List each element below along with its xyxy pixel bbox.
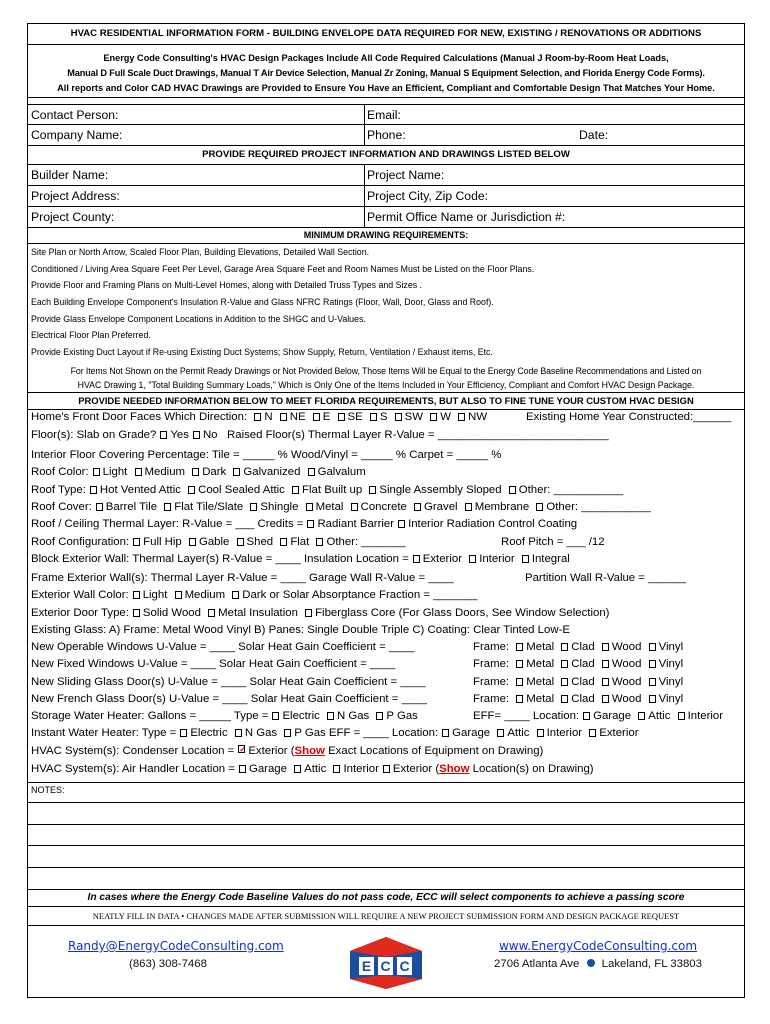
contact-person-label: Contact Person: [31,107,119,122]
instant-eff-label: EFF = ____ Location: [328,727,439,739]
checkbox[interactable] [678,712,685,720]
florida-section-title: PROVIDE NEEDED INFORMATION BELOW TO MEET FLORIDA REQUIREMENTS, BUT ALSO TO FINE TUNE YOUR CUSTOM HVAC DESIGN [78,395,694,406]
checkbox[interactable] [561,660,568,668]
checkbox[interactable] [188,486,195,494]
florida-fields [28,410,744,782]
roof-type-option[interactable]: Flat Built up [302,484,363,496]
ecc-logo [346,935,426,991]
insulation-location-option[interactable]: Exterior [422,553,463,565]
company-name-field[interactable] [28,125,366,145]
florida-line-right [473,641,683,653]
notes-label: NOTES: [31,785,65,795]
direction-option[interactable]: NW [468,411,488,423]
instant-location-option[interactable]: Garage [452,727,491,739]
checkbox[interactable] [497,729,504,737]
florida-line [31,710,741,722]
show-emphasis: Show [294,745,325,757]
checkbox[interactable] [133,538,140,546]
roof-cover-option[interactable]: Concrete [360,501,407,513]
checkbox[interactable] [272,712,279,720]
checkbox[interactable] [208,609,215,617]
roof-type-option[interactable]: Hot Vented Attic [99,484,181,496]
air-handler-option[interactable]: Attic [304,763,327,775]
florida-line-right [473,676,683,688]
insulation-location-option[interactable]: Interior [479,553,515,565]
wall-color-label: Exterior Wall Color: [31,589,129,601]
checkbox[interactable] [307,520,314,528]
roof-type-option[interactable]: Cool Sealed Attic [198,484,285,496]
show-emphasis: Show [439,763,470,775]
instant-type-option[interactable]: P Gas [294,727,326,739]
roof-cover-option[interactable]: Barrel Tile [105,501,158,513]
checkbox[interactable] [458,413,465,421]
florida-line-right [473,658,683,670]
checkbox[interactable] [280,538,287,546]
frame-option[interactable]: Metal [526,658,555,670]
permit-office-label: Permit Office Name or Jurisdiction #: [367,210,566,224]
project-city-zip-label: Project City, Zip Code: [367,189,489,203]
checkbox[interactable] [351,503,358,511]
form-title: HVAC RESIDENTIAL INFORMATION FORM - BUILDING ENVELOPE DATA REQUIRED FOR NEW, EXISTING / RENOVATIONS OR ADDITIONS [70,28,702,39]
frame-label: Frame: [473,676,510,688]
checkbox[interactable] [284,729,291,737]
checkbox[interactable] [370,413,377,421]
roof-color-option[interactable]: Galvanized [243,466,301,478]
frame-option[interactable]: Wood [611,658,642,670]
roof-cover-option[interactable]: Other: ___________ [546,501,651,513]
slab-label: Floor(s): Slab on Grade? [31,429,157,441]
florida-line [31,429,741,441]
french-door-label: New French Glass Door(s) U-Value = ____ Solar Heat Gain Coefficient = ____ [31,693,427,705]
roof-cover-option[interactable]: Shingle [260,501,299,513]
raised-floor-label: Raised Floor(s) Thermal Layer R-Value = ___________________________ [227,429,609,441]
roof-color-label: Roof Color: [31,466,89,478]
contact-email-link[interactable]: Randy@EnergyCodeConsulting.com [68,939,284,953]
direction-option[interactable]: W [440,411,451,423]
project-address-field[interactable] [28,186,366,206]
florida-line-right [526,411,731,423]
instant-location-option[interactable]: Attic [507,727,530,739]
builder-name-label: Builder Name: [31,168,109,182]
intro-line-3: All reports and Color CAD HVAC Drawings are Provided to Ensure You Have an Efficient, Compliant and Comfortable Design That Matches Your Home. [57,83,715,93]
air-handler-note: Location(s) on Drawing) [469,763,594,775]
address-street: 2706 Atlanta Ave [494,958,580,970]
drawing-requirement-item: Provide Glass Envelope Component Locations in Addition to the SHGC and U-Values. [31,313,366,324]
florida-line [31,589,741,601]
checkbox[interactable] [649,643,656,651]
project-row-1 [28,165,744,186]
checkbox[interactable] [235,729,242,737]
air-handler-exterior: Exterior ( [392,763,440,775]
intro-block [28,45,744,98]
door-type-option[interactable]: Fiberglass Core (For Glass Doors, See Window Selection) [315,607,610,619]
checkbox[interactable] [193,431,200,439]
florida-section-title-row [28,393,744,410]
website-link[interactable]: www.EnergyCodeConsulting.com [498,939,698,953]
hvac-form [27,23,745,998]
drawing-requirement-item: Conditioned / Living Area Square Feet Per Level, Garage Area Square Feet and Room Names Must be Listed on the Floor Plans. [31,263,535,274]
condenser-exterior: Exterior ( [248,745,295,757]
roof-cover-option[interactable]: Membrane [474,501,530,513]
heater-location-option[interactable]: Interior [687,710,724,722]
checkbox[interactable] [583,712,590,720]
air-handler-label: HVAC System(s): Air Handler Location = [31,763,235,775]
florida-line [31,536,741,548]
roof-color-option[interactable]: Light [102,466,128,478]
roof-config-option[interactable]: Shed [246,536,274,548]
instant-heater-label: Instant Water Heater: Type = [31,727,177,739]
radiant-barrier-option: Radiant Barrier [317,518,395,530]
checkbox[interactable] [233,468,240,476]
checkbox[interactable] [135,468,142,476]
checkbox[interactable] [308,468,315,476]
bullet-icon [587,959,595,967]
checkbox[interactable] [465,503,472,511]
project-name-label: Project Name: [367,168,445,182]
condenser-note: Exact Locations of Equipment on Drawing) [324,745,544,757]
florida-line [31,727,741,739]
checkbox[interactable] [602,660,609,668]
checkbox[interactable] [469,555,476,563]
frame-option[interactable]: Wood [611,676,642,688]
phone-field[interactable] [364,125,574,145]
storage-eff-label: EFF= ____ Location: [473,710,580,722]
irc-coating-option: Interior Radiation Control Coating [408,518,578,530]
ecc-logo-icon [346,935,426,991]
florida-line [31,449,741,461]
checkbox[interactable] [93,468,100,476]
company-name-label: Company Name: [31,128,123,142]
baseline-note-line-2: HVAC Drawing 1, "Total Building Summary Loads," Which is Only One of the Items Included in Your Efficiency, Compliant and Comfort HVAC Design Package. [77,380,695,390]
direction-option[interactable]: SW [404,411,424,423]
instant-location-option[interactable]: Interior [546,727,583,739]
baseline-note-line-1: For Items Not Shown on the Permit Ready Drawings or Not Provided Below, Those Items Will be Equal to the Energy Code Baseline Recommendations and Listed on [70,366,702,376]
roof-cover-option[interactable]: Gravel [424,501,458,513]
checkbox[interactable] [561,643,568,651]
direction-option[interactable]: N [264,411,273,423]
florida-line [31,745,741,757]
checkbox[interactable] [649,660,656,668]
sliding-door-label: New Sliding Glass Door(s) U-Value = ____ Solar Heat Gain Coefficient = ____ [31,676,426,688]
checkbox[interactable] [602,678,609,686]
florida-line-right [473,693,683,705]
air-handler-option[interactable]: Garage [248,763,287,775]
florida-line [31,518,741,530]
instant-type-option[interactable]: N Gas [244,727,278,739]
door-type-label: Exterior Door Type: [31,607,129,619]
direction-option[interactable]: S [379,411,388,423]
fixed-windows-label: New Fixed Windows U-Value = ____ Solar Heat Gain Coefficient = ____ [31,658,396,670]
checkbox[interactable] [192,468,199,476]
checkbox[interactable] [333,765,340,773]
checkbox[interactable] [589,729,596,737]
checkbox[interactable] [638,712,645,720]
roof-cover-option[interactable]: Flat Tile/Slate [174,501,244,513]
intro-line-1: Energy Code Consulting's HVAC Design Packages Include All Code Required Calculations (Manual J Room-by-Room Heat Loads, [103,53,669,63]
checkbox[interactable] [316,538,323,546]
project-address-label: Project Address: [31,189,120,203]
checkbox[interactable] [160,431,167,439]
checkbox[interactable] [561,695,568,703]
date-label: Date: [579,128,609,142]
checkbox[interactable] [250,503,257,511]
intro-line-2: Manual D Full Scale Duct Drawings, Manual T Air Device Selection, Manual Zr Zoning, Manual S Equipment Selection, and Florida Energy Code Forms). [67,68,705,78]
frame-label: Frame: [473,658,510,670]
frame-label: Frame: [473,641,510,653]
roof-color-option[interactable]: Medium [144,466,186,478]
florida-line [31,658,741,670]
checkbox[interactable] [395,413,402,421]
frame-option[interactable]: Clad [571,658,595,670]
checkbox[interactable] [232,591,239,599]
frame-option[interactable]: Clad [571,676,595,688]
project-city-zip-field[interactable] [364,186,744,206]
checkbox[interactable] [649,695,656,703]
no-option: No [202,429,218,441]
operable-windows-label: New Operable Windows U-Value = ____ Solar Heat Gain Coefficient = ____ [31,641,415,653]
drawing-requirement-item: Provide Floor and Framing Plans on Multi-Level Homes, along with Detailed Truss Types and Sizes . [31,280,422,291]
florida-line [31,572,741,584]
frame-option[interactable]: Metal [526,676,555,688]
roof-color-option[interactable]: Dark [202,466,227,478]
frame-option[interactable]: Vinyl [658,676,684,688]
checkbox[interactable] [516,678,523,686]
checkbox[interactable] [398,520,405,528]
florida-line [31,501,741,513]
condenser-label: HVAC System(s): Condenser Location = [31,745,235,757]
checkbox[interactable] [90,486,97,494]
direction-option[interactable]: E [322,411,331,423]
checkbox[interactable] [96,503,103,511]
checkbox[interactable] [294,765,301,773]
project-row-2 [28,186,744,207]
frame-option[interactable]: Wood [611,641,642,653]
florida-line [31,484,741,496]
checkbox[interactable] [649,678,656,686]
footer-contact [28,927,744,997]
checkbox[interactable] [237,538,244,546]
roof-config-option[interactable]: Full Hip [143,536,182,548]
roof-color-option[interactable]: Galvalum [317,466,366,478]
permit-office-field[interactable] [364,207,744,227]
roof-config-option[interactable]: Other: _______ [326,536,406,548]
roof-cover-label: Roof Cover: [31,501,92,513]
florida-line-right [501,536,605,548]
checkbox[interactable] [164,503,171,511]
email-label: Email: [367,107,401,122]
checkbox[interactable] [239,765,246,773]
florida-line-right [525,572,686,584]
roof-type-option[interactable]: Other: ___________ [518,484,624,496]
checkbox[interactable] [133,591,140,599]
front-door-label: Home's Front Door Faces Which Direction: [31,411,248,423]
florida-line-right [473,710,723,722]
florida-line [31,641,741,653]
drawing-req-title-row [28,228,744,244]
roof-pitch-label: Roof Pitch = ___ /12 [501,536,605,548]
contact-row-2 [28,125,744,146]
checkbox[interactable] [327,712,334,720]
existing-glass-line: Existing Glass: A) Frame: Metal Wood Vinyl B) Panes: Single Double Triple C) Coating: Clear Tinted Low-E [31,624,570,636]
baseline-note [28,361,744,393]
roof-type-label: Roof Type: [31,484,86,496]
baseline-statement-row [28,889,744,907]
heater-type-option[interactable]: N Gas [336,710,370,722]
heater-location-option[interactable]: Garage [593,710,632,722]
project-name-field[interactable] [364,165,744,185]
florida-line [31,763,741,775]
project-row-3 [28,207,744,228]
form-title-row [28,24,744,45]
frame-option[interactable]: Metal [526,641,555,653]
svg-text:E: E [361,958,372,974]
footer-left [68,939,284,970]
florida-line [31,693,741,705]
checkbox[interactable] [536,503,543,511]
door-type-option[interactable]: Solid Wood [142,607,201,619]
contact-row-1 [28,104,744,125]
checkbox[interactable] [413,555,420,563]
frame-option[interactable]: Vinyl [658,693,684,705]
svg-text:C: C [399,958,410,974]
neatly-statement: NEATLY FILL IN DATA • CHANGES MADE AFTER SUBMISSION WILL REQUIRE A NEW PROJECT SUBMISSION FORM AND DESIGN PACKAGE REQUEST [92,911,680,921]
checkbox[interactable] [602,643,609,651]
instant-location-option[interactable]: Exterior [599,727,639,739]
checkbox[interactable] [522,555,529,563]
svg-text:C: C [380,958,391,974]
heater-type-option[interactable]: P Gas [386,710,418,722]
project-section-title-row [28,146,744,165]
air-handler-option[interactable]: Interior [343,763,379,775]
checkbox[interactable] [306,503,313,511]
roof-config-option[interactable]: Flat [290,536,310,548]
phone-label: Phone: [367,128,406,142]
checkbox[interactable] [516,695,523,703]
checkbox[interactable] [602,695,609,703]
checkbox[interactable] [133,609,140,617]
checkbox[interactable] [292,486,299,494]
florida-line [31,607,741,619]
florida-line [31,676,741,688]
wall-color-option[interactable]: Medium [184,589,226,601]
roof-cover-option[interactable]: Metal [315,501,344,513]
frame-option[interactable]: Wood [611,693,642,705]
floor-covering-line: Interior Floor Covering Percentage: Tile = _____ % Wood/Vinyl = _____ % Carpet = _____ % [31,449,502,461]
florida-line [31,553,741,565]
frame-option[interactable]: Vinyl [658,641,684,653]
roof-ceiling-label: Roof / Ceiling Thermal Layer: R-Value = ___ Credits = [31,518,304,530]
yes-option: Yes [170,429,189,441]
block-wall-label: Block Exterior Wall: Thermal Layer(s) R-Value = ____ Insulation Location = [31,553,409,565]
notes-area[interactable] [28,782,744,889]
partition-wall-label: Partition Wall R-Value = ______ [525,572,687,584]
checkbox[interactable] [383,765,390,773]
address [483,958,713,970]
direction-option[interactable]: SE [347,411,363,423]
checkbox[interactable] [305,609,312,617]
footer-right [483,939,713,970]
checkbox[interactable] [561,678,568,686]
frame-label: Frame: [473,693,510,705]
frame-option[interactable]: Clad [571,693,595,705]
checkbox[interactable] [376,712,383,720]
year-constructed-label: Existing Home Year Constructed:______ [526,411,732,423]
drawing-requirement-item: Electrical Floor Plan Preferred. [31,330,151,341]
checkbox[interactable] [430,413,437,421]
checkbox[interactable] [313,413,320,421]
baseline-statement: In cases where the Energy Code Baseline Values do not pass code, ECC will select components to achieve a passing score [87,892,685,903]
address-city: Lakeland, FL 33803 [601,958,702,970]
wall-color-option[interactable]: Light [142,589,168,601]
storage-heater-label: Storage Water Heater: Gallons = _____ Type = [31,710,269,722]
checkbox[interactable] [280,413,287,421]
contact-phone: (863) 308-7468 [129,958,207,970]
checkbox[interactable] [338,413,345,421]
checkbox[interactable] [509,486,516,494]
insulation-location-option[interactable]: Integral [531,553,570,565]
heater-location-option[interactable]: Attic [648,710,671,722]
contact-person-field[interactable] [28,105,366,124]
frame-option[interactable]: Vinyl [658,658,684,670]
florida-line [31,466,741,478]
roof-config-option[interactable]: Gable [198,536,230,548]
checkbox[interactable] [442,729,449,737]
checkbox[interactable] [238,745,245,753]
email-field[interactable] [364,105,744,124]
checkbox[interactable] [516,643,523,651]
florida-line [31,411,741,423]
checkbox[interactable] [180,729,187,737]
drawing-requirement-item: Site Plan or North Arrow, Scaled Floor Plan, Building Elevations, Detailed Wall Section. [31,247,370,258]
drawing-requirement-item: Each Building Envelope Component's Insulation R-Value and Glass NFRC Ratings (Floor, Wall, Door, Glass and Roof). [31,297,494,308]
drawing-requirement-item: Provide Existing Duct Layout if Re-using Existing Duct Systems; Show Supply, Return, Ventilation / Exhaust items, Etc. [31,346,493,357]
frame-option[interactable]: Clad [571,641,595,653]
frame-wall-label: Frame Exterior Wall(s): Thermal Layer R-Value = ____ Garage Wall R-Value = ____ [31,572,454,584]
neatly-statement-row [28,907,744,926]
checkbox[interactable] [175,591,182,599]
date-field[interactable] [576,125,744,145]
checkbox[interactable] [537,729,544,737]
checkbox[interactable] [414,503,421,511]
roof-config-label: Roof Configuration: [31,536,130,548]
wall-color-option[interactable]: Dark or Solar Absorptance Fraction = _______ [242,589,478,601]
instant-type-option[interactable]: Electric [190,727,228,739]
checkbox[interactable] [254,413,261,421]
door-type-option[interactable]: Metal Insulation [218,607,298,619]
florida-line [31,624,741,636]
direction-option[interactable]: NE [289,411,306,423]
roof-type-option[interactable]: Single Assembly Sloped [379,484,502,496]
checkbox[interactable] [369,486,376,494]
drawing-req-title: MINIMUM DRAWING REQUIREMENTS: [303,230,469,240]
project-county-label: Project County: [31,210,115,224]
checkbox[interactable] [189,538,196,546]
project-section-title: PROVIDE REQUIRED PROJECT INFORMATION AND DRAWINGS LISTED BELOW [202,149,570,160]
heater-type-option[interactable]: Electric [282,710,320,722]
project-county-field[interactable] [28,207,366,227]
builder-name-field[interactable] [28,165,366,185]
frame-option[interactable]: Metal [526,693,555,705]
checkbox[interactable] [516,660,523,668]
